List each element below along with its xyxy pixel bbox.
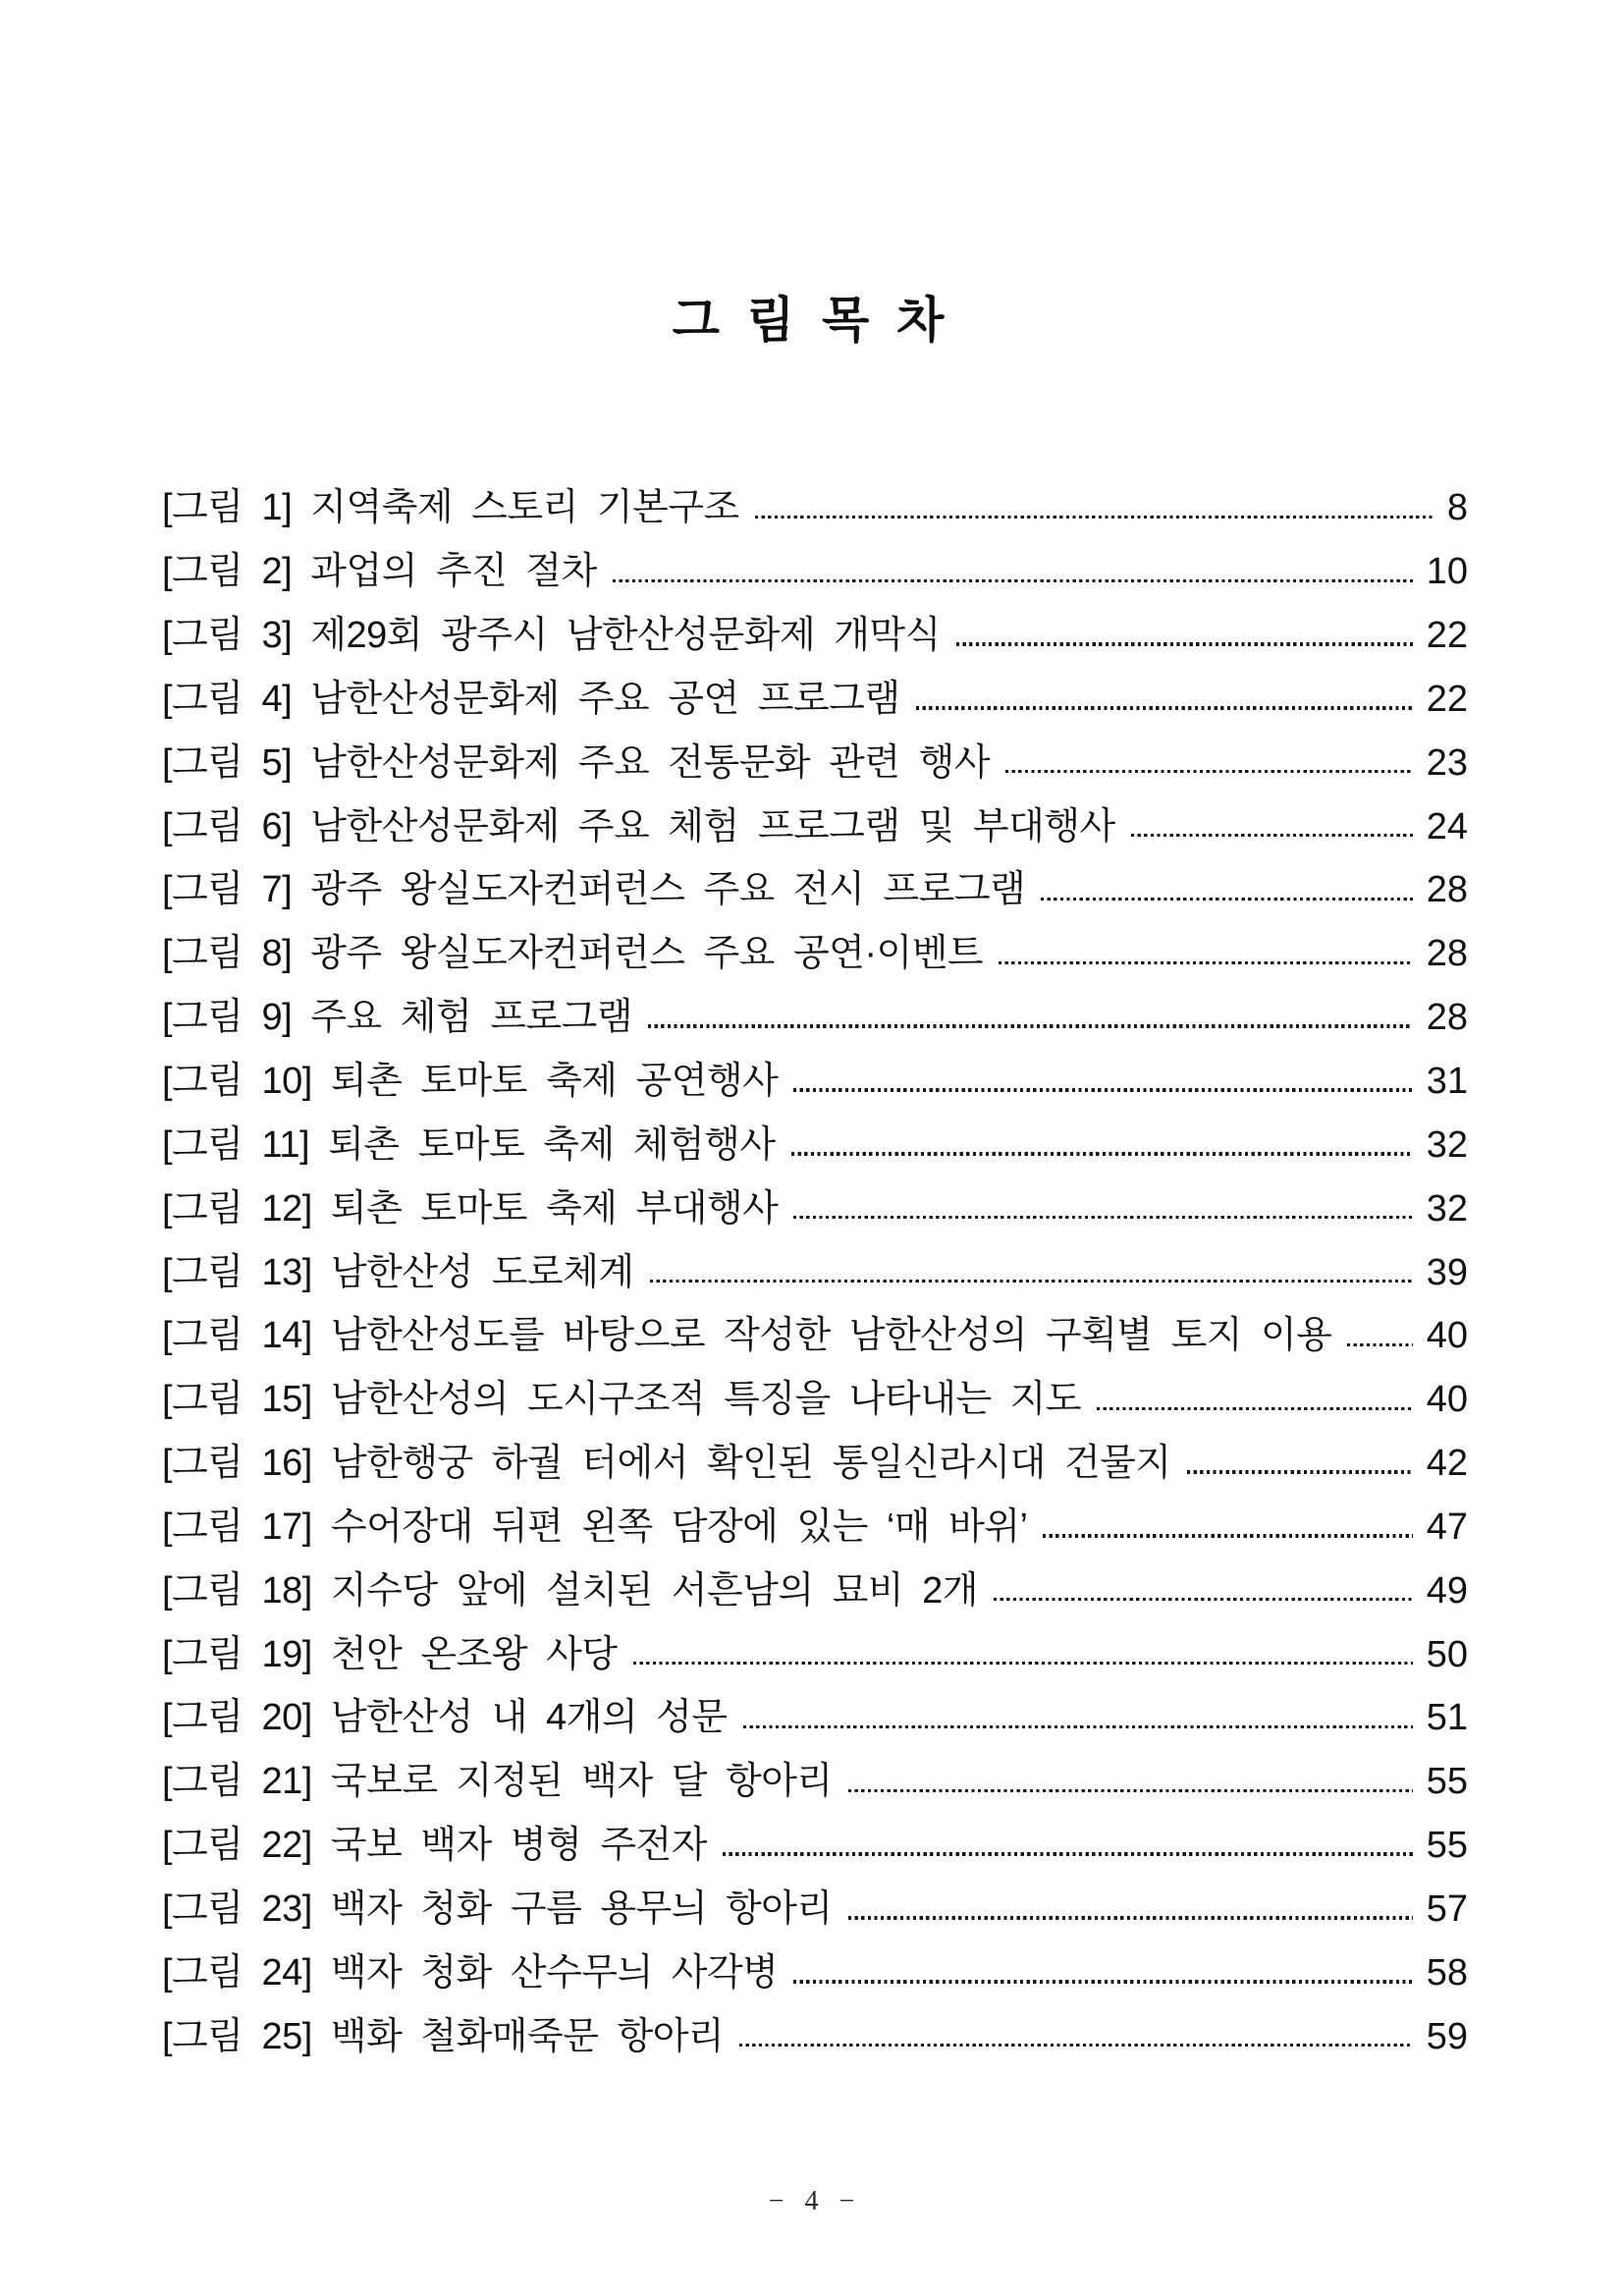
toc-entry xyxy=(162,668,1468,732)
page-number: 24 xyxy=(1426,805,1468,847)
dot-leader xyxy=(916,706,1413,709)
page-number: 55 xyxy=(1426,1825,1468,1867)
figure-entry-label: [그림 5] 남한산성문화제 주요 전통문화 관련 행사 xyxy=(162,741,991,784)
toc-entry xyxy=(162,1750,1468,1814)
page-number: 28 xyxy=(1426,869,1468,911)
page-number: 58 xyxy=(1426,1951,1468,1994)
page-number: 32 xyxy=(1426,1123,1468,1166)
page-number: 49 xyxy=(1426,1569,1468,1612)
dot-leader xyxy=(755,516,1434,519)
page-number: 22 xyxy=(1426,615,1468,657)
dot-leader xyxy=(1041,898,1412,901)
page-number: 55 xyxy=(1426,1761,1468,1803)
dot-leader xyxy=(994,1598,1413,1601)
dot-leader xyxy=(956,642,1413,645)
toc-entry xyxy=(162,794,1468,858)
dot-leader xyxy=(739,2044,1413,2047)
toc-entry xyxy=(162,1686,1468,1750)
figure-entry-label: [그림 16] 남한행궁 하궐 터에서 확인된 통일신라시대 건물지 xyxy=(162,1443,1171,1485)
dot-leader xyxy=(793,1980,1412,1983)
toc-entry xyxy=(162,1368,1468,1432)
dot-leader xyxy=(848,1916,1413,1919)
page-number: 8 xyxy=(1446,487,1468,529)
toc-list xyxy=(162,476,1468,2068)
figure-entry-label: [그림 2] 과업의 추진 절차 xyxy=(162,551,597,593)
dot-leader xyxy=(1043,1534,1412,1537)
toc-entry xyxy=(162,604,1468,668)
figure-entry-label: [그림 18] 지수당 앞에 설치된 서흔남의 묘비 2개 xyxy=(162,1569,978,1612)
toc-entry xyxy=(162,540,1468,604)
toc-entry xyxy=(162,476,1468,540)
figure-entry-label: [그림 14] 남한산성도를 바탕으로 작성한 남한산성의 구획별 토지 이용 xyxy=(162,1315,1332,1357)
dot-leader xyxy=(743,1725,1413,1728)
toc-entry xyxy=(162,1240,1468,1304)
page-number: 23 xyxy=(1426,741,1468,784)
figure-entry-label: [그림 22] 국보 백자 병형 주전자 xyxy=(162,1825,707,1867)
page-number: 31 xyxy=(1426,1061,1468,1103)
figure-entry-label: [그림 23] 백자 청화 구름 용무늬 항아리 xyxy=(162,1887,833,1930)
dot-leader xyxy=(848,1789,1413,1792)
toc-entry xyxy=(162,1558,1468,1622)
dot-leader xyxy=(793,1088,1412,1091)
page-number: 32 xyxy=(1426,1187,1468,1230)
dot-leader xyxy=(791,1152,1413,1155)
toc-entry xyxy=(162,1878,1468,1941)
page-number: 42 xyxy=(1426,1443,1468,1485)
dot-leader xyxy=(1187,1470,1413,1473)
figure-entry-label: [그림 15] 남한산성의 도시구조적 특징을 나타내는 지도 xyxy=(162,1379,1082,1421)
page-footer: − 4 − xyxy=(768,2186,855,2216)
figure-entry-label: [그림 19] 천안 온조왕 사당 xyxy=(162,1633,618,1675)
figure-entry-label: [그림 3] 제29회 광주시 남한산성문화제 개막식 xyxy=(162,615,941,657)
figure-entry-label: [그림 12] 퇴촌 토마토 축제 부대행사 xyxy=(162,1187,779,1230)
page-number: 59 xyxy=(1426,2015,1468,2057)
page-number: 51 xyxy=(1426,1697,1468,1739)
toc-entry xyxy=(162,986,1468,1050)
page-number: 40 xyxy=(1426,1379,1468,1421)
dot-leader xyxy=(613,579,1413,582)
page-number: 47 xyxy=(1426,1505,1468,1548)
page-number: 22 xyxy=(1426,678,1468,720)
figure-entry-label: [그림 10] 퇴촌 토마토 축제 공연행사 xyxy=(162,1061,779,1103)
figure-entry-label: [그림 6] 남한산성문화제 주요 체험 프로그램 및 부대행사 xyxy=(162,805,1115,847)
figure-entry-label: [그림 4] 남한산성문화제 주요 공연 프로그램 xyxy=(162,678,900,720)
page-number: 28 xyxy=(1426,997,1468,1039)
figure-entry-label: [그림 11] 퇴촌 토마토 축제 체험행사 xyxy=(162,1123,776,1166)
page-title: 그 림 목 차 xyxy=(672,293,951,348)
figure-entry-label: [그림 9] 주요 체험 프로그램 xyxy=(162,997,633,1039)
dot-leader xyxy=(723,1852,1413,1855)
toc-entry xyxy=(162,1496,1468,1559)
figure-entry-label: [그림 17] 수어장대 뒤편 왼쪽 담장에 있는 ‘매 바위’ xyxy=(162,1505,1028,1548)
figure-entry-label: [그림 25] 백화 철화매죽문 항아리 xyxy=(162,2015,725,2057)
dot-leader xyxy=(633,1662,1413,1665)
dot-leader xyxy=(793,1216,1412,1219)
dot-leader xyxy=(1005,770,1413,773)
page-number: 57 xyxy=(1426,1887,1468,1930)
toc-entry xyxy=(162,922,1468,986)
figure-entry-label: [그림 8] 광주 왕실도자컨퍼런스 주요 공연·이벤트 xyxy=(162,933,984,975)
toc-entry xyxy=(162,1432,1468,1496)
figure-entry-label: [그림 24] 백자 청화 산수무늬 사각병 xyxy=(162,1951,779,1994)
dot-leader xyxy=(1131,834,1413,837)
toc-entry xyxy=(162,1050,1468,1114)
toc-entry xyxy=(162,1304,1468,1368)
figure-entry-label: [그림 21] 국보로 지정된 백자 달 항아리 xyxy=(162,1761,833,1803)
toc-entry xyxy=(162,858,1468,922)
toc-entry xyxy=(162,1176,1468,1240)
dot-leader xyxy=(999,961,1413,964)
toc-entry xyxy=(162,1941,1468,2004)
figure-entry-label: [그림 1] 지역축제 스토리 기본구조 xyxy=(162,487,739,529)
toc-entry xyxy=(162,1814,1468,1878)
toc-entry xyxy=(162,1622,1468,1686)
page-number: 39 xyxy=(1426,1251,1468,1293)
toc-entry xyxy=(162,1113,1468,1176)
dot-leader xyxy=(648,1024,1413,1027)
page-number: 28 xyxy=(1426,933,1468,975)
page-number: 10 xyxy=(1426,551,1468,593)
toc-entry xyxy=(162,2004,1468,2068)
dot-leader xyxy=(1347,1343,1412,1346)
figure-entry-label: [그림 7] 광주 왕실도자컨퍼런스 주요 전시 프로그램 xyxy=(162,869,1026,911)
figure-entry-label: [그림 20] 남한산성 내 4개의 성문 xyxy=(162,1697,728,1739)
page-number: 40 xyxy=(1426,1315,1468,1357)
page-number: 50 xyxy=(1426,1633,1468,1675)
toc-entry xyxy=(162,731,1468,794)
dot-leader xyxy=(1097,1407,1413,1410)
dot-leader xyxy=(650,1280,1413,1283)
figure-entry-label: [그림 13] 남한산성 도로체계 xyxy=(162,1251,634,1293)
